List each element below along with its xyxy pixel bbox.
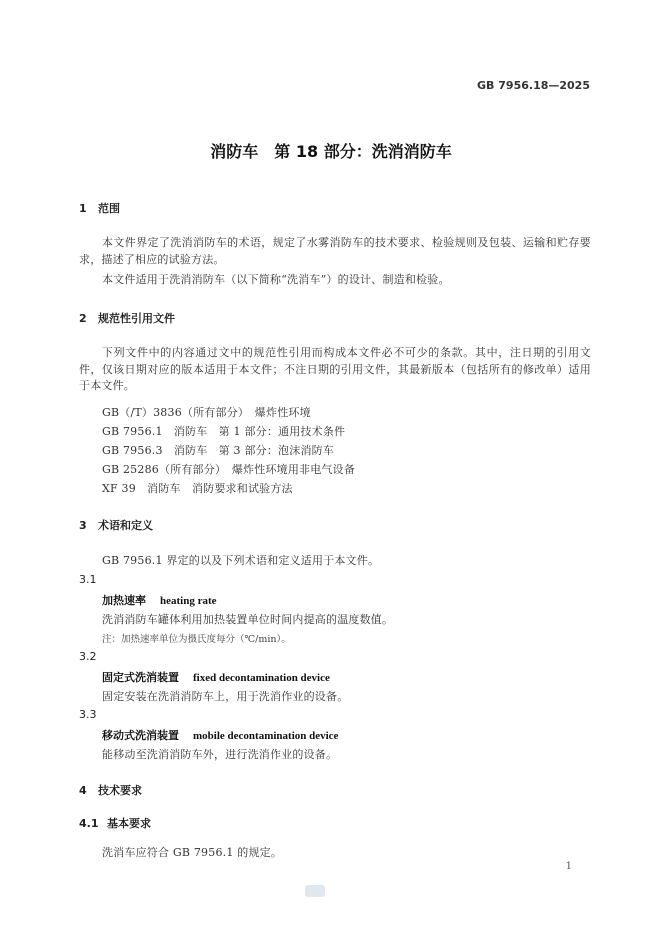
subsection-title: 基本要求 bbox=[107, 817, 151, 830]
section-2-heading bbox=[79, 310, 175, 326]
paragraph: 本文件界定了洗消消防车的术语，规定了水雾消防车的技术要求、检验规则及包装、运输和贮存要求，描述了相应的试验方法。 bbox=[79, 236, 591, 266]
term-heading bbox=[102, 669, 330, 685]
page-title: 消防车 第 18 部分：洗消消防车 bbox=[210, 142, 452, 161]
term-en: heating rate bbox=[160, 595, 217, 607]
section-3-heading bbox=[79, 517, 153, 533]
subsection-4-1-heading bbox=[79, 815, 151, 831]
section-title: 规范性引用文件 bbox=[98, 312, 175, 325]
section-4-heading bbox=[79, 782, 142, 798]
term-note: 注：加热速率单位为摄氏度每分（℃/min）。 bbox=[102, 634, 291, 645]
term-number: 3.3 bbox=[79, 708, 97, 721]
watermark-logo bbox=[305, 885, 325, 897]
term-definition: 洗消消防车罐体利用加热装置单位时间内提高的温度数值。 bbox=[102, 613, 394, 626]
section-number: 4 bbox=[79, 784, 87, 797]
term-en: fixed decontamination device bbox=[193, 672, 330, 684]
section-number: 3 bbox=[79, 519, 87, 532]
paragraph: GB 7956.1 界定的以及下列术语和定义适用于本文件。 bbox=[102, 554, 380, 567]
term-zh: 移动式洗消装置 bbox=[102, 729, 179, 742]
term-zh: 加热速率 bbox=[102, 594, 146, 607]
page-number: 1 bbox=[565, 861, 572, 872]
term-number: 3.2 bbox=[79, 650, 97, 663]
term-heading bbox=[102, 592, 217, 608]
term-en: mobile decontamination device bbox=[193, 730, 339, 742]
term-heading bbox=[102, 727, 338, 743]
subsection-number: 4.1 bbox=[79, 817, 99, 830]
reference-item: GB 25286（所有部分） 爆炸性环境用非电气设备 bbox=[102, 463, 356, 476]
term-number: 3.1 bbox=[79, 573, 97, 586]
reference-item: GB 7956.3 消防车 第 3 部分：泡沫消防车 bbox=[102, 444, 335, 457]
paragraph: 本文件适用于洗消消防车（以下简称“洗消车”）的设计、制造和检验。 bbox=[102, 273, 450, 286]
reference-item: GB（/T）3836（所有部分） 爆炸性环境 bbox=[102, 406, 311, 419]
term-zh: 固定式洗消装置 bbox=[102, 671, 179, 684]
paragraph: 洗消车应符合 GB 7956.1 的规定。 bbox=[102, 846, 283, 859]
term-definition: 能移动至洗消消防车外，进行洗消作业的设备。 bbox=[102, 748, 338, 761]
section-number: 2 bbox=[79, 312, 87, 325]
document-id: GB 7956.18—2025 bbox=[477, 79, 590, 92]
section-title: 术语和定义 bbox=[98, 519, 153, 532]
section-title: 技术要求 bbox=[98, 784, 142, 797]
section-number: 1 bbox=[79, 202, 87, 215]
paragraph: 下列文件中的内容通过文中的规范性引用而构成本文件必不可少的条款。其中，注日期的引用文件，仅该日期对应的版本适用于本文件；不注日期的引用文件，其最新版本（包括所有的修改单）适用于本文件。 bbox=[79, 346, 591, 392]
section-title: 范围 bbox=[98, 202, 120, 215]
reference-item: XF 39 消防车 消防要求和试验方法 bbox=[102, 482, 293, 495]
section-1-heading bbox=[79, 200, 120, 216]
term-definition: 固定安装在洗消消防车上，用于洗消作业的设备。 bbox=[102, 690, 349, 703]
reference-item: GB 7956.1 消防车 第 1 部分：通用技术条件 bbox=[102, 425, 346, 438]
